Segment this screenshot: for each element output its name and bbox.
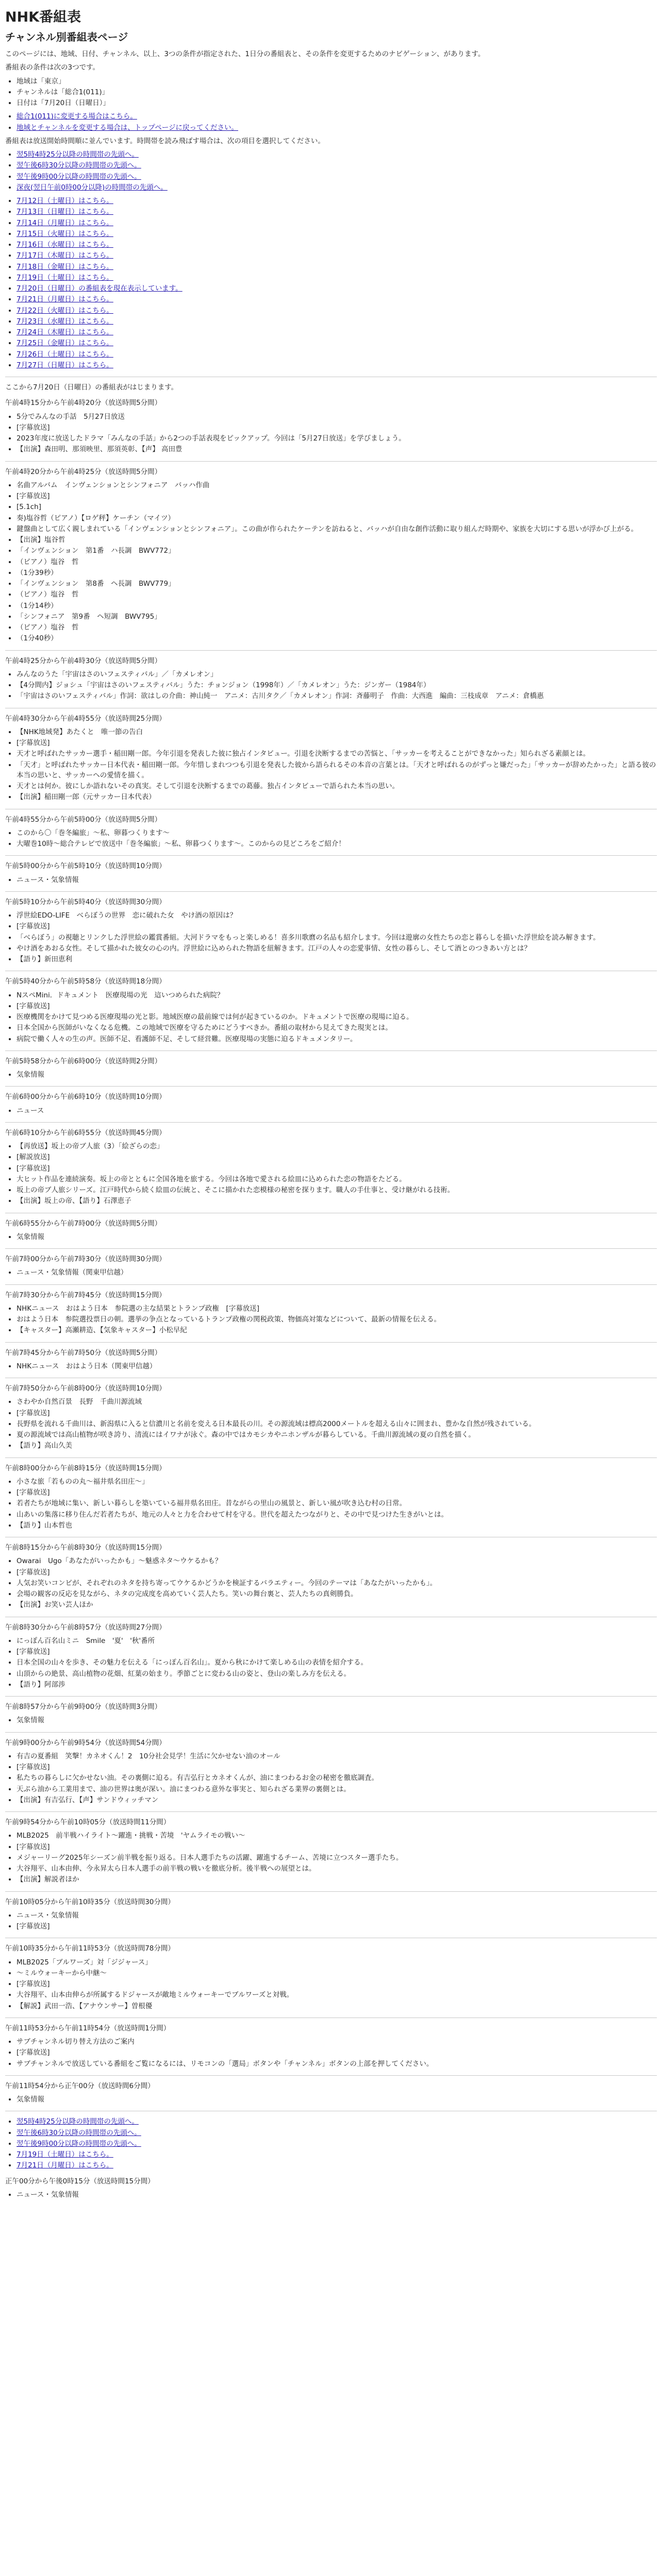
- bottom-nav-item: [16, 2139, 657, 2149]
- program-title: • ニュース: [16, 1106, 657, 1116]
- bottom-nav-link[interactable]: 翌5時4時25分以降の時間帯の先頭へ。: [16, 2117, 139, 2126]
- program-time: 午前6時00分から午前6時10分（放送時間10分間）: [5, 1093, 166, 1101]
- date-link[interactable]: 7月26日（土曜日）はこちら。: [16, 350, 113, 359]
- program-line: • サブチャンネルで放送している番組をご覧になるには、リモコンの「選局」ボタンや「チャンネル」ボタンの上部を押してください。: [16, 2059, 657, 2069]
- divider: [5, 891, 657, 892]
- bottom-nav-item: [16, 2149, 657, 2160]
- program-title: • 5分でみんなの手話 5月27日放送: [16, 412, 657, 422]
- date-link[interactable]: 7月24日（木曜日）はこちら。: [16, 328, 113, 337]
- divider: [5, 1284, 657, 1285]
- program-slot: [5, 1348, 657, 1379]
- program-details: [5, 1106, 657, 1116]
- conditions-intro: 番組表の条件は次の3つです。: [5, 63, 100, 72]
- program-time: 正午00分から午後0時15分（放送時間15分間）: [5, 2177, 155, 2185]
- program-line: • [字幕放送]: [16, 738, 657, 748]
- date-nav-item: [16, 250, 657, 261]
- divider: [5, 1342, 657, 1343]
- page-title: チャンネル別番組表ページ: [5, 31, 128, 44]
- program-details: [5, 1267, 657, 1278]
- date-nav-item: [16, 306, 657, 316]
- program-line: • おはよう日本 参院選投票日の朝。選挙の争点となっているトランプ政権の関税政策、物価高対策などについて、最新の情報を伝える。: [16, 1314, 657, 1325]
- change-link-item: [16, 123, 657, 133]
- program-details: [5, 1910, 657, 1932]
- program-title: • 名曲アルバム インヴェンションとシンフォニア バッハ作曲: [16, 480, 657, 490]
- divider: [5, 1248, 657, 1249]
- program-title: • 気象情報: [16, 1715, 657, 1725]
- program-title: • MLB2025 前半戦ハイライト〜躍進・挑戦・苦境 'ヤムライモの戦い〜: [16, 1831, 657, 1841]
- date-nav-item: [16, 273, 657, 283]
- date-link[interactable]: 7月13日（日曜日）はこちら。: [16, 208, 113, 216]
- date-nav-item: [16, 240, 657, 250]
- program-details: [5, 1715, 657, 1725]
- program-time: 午前8時00分から午前8時15分（放送時間15分間）: [5, 1464, 166, 1472]
- date-link[interactable]: 7月25日（金曜日）はこちら。: [16, 339, 113, 348]
- program-line: • 【出演】お笑い芸人ほか: [16, 1600, 657, 1610]
- program-time: 午前11時53分から午前11時54分（放送時間1分間）: [5, 2024, 171, 2032]
- program-line: • （1分40秒）: [16, 633, 657, 643]
- program-line: • 【出演】稲田剛一郎（元サッカー日本代表）: [16, 792, 657, 802]
- program-details: [5, 727, 657, 803]
- program-time: 午前4時25分から午前4時30分（放送時間5分間）: [5, 656, 162, 665]
- program-line: • 【語り】阿部渉: [16, 1680, 657, 1690]
- program-line: • やけ酒をあおる女性。そして描かれた彼女の心の内。浮世絵に込められた物語を紐解きます。江戸の人々の恋愛事情、女性の暮らし、そして酒とのつきあい方とは？: [16, 943, 657, 954]
- date-nav-intro: 番組表は放送開始時間順に並んでいます。時間帯を読み飛ばす場合は、次の項目を選択してください。: [5, 137, 325, 145]
- program-line: • 2023年度に放送したドラマ「みんなの手話」から2つの手話表現をピックアップ。今回は「5月27日放送」を学びましょう。: [16, 433, 657, 444]
- program-line: • [字幕放送]: [16, 2047, 657, 2058]
- program-details: [5, 1636, 657, 1690]
- program-slot: [5, 1738, 657, 1812]
- listing-start: ここから7月20日（日曜日）の番組表がはじまります。: [5, 383, 178, 392]
- program-line: • 【解説】武田一浩、【アナウンサー】曽根優: [16, 2001, 657, 2011]
- program-line: • [字幕放送]: [16, 1979, 657, 1989]
- program-line: • 【出演】塩谷哲: [16, 535, 657, 545]
- program-details: [5, 1957, 657, 2011]
- program-line: • 「インヴェンション 第8番 ヘ長調 BWV779」: [16, 579, 657, 589]
- program-title: • さわやか自然百景 長野 千曲川源流域: [16, 1397, 657, 1407]
- program-list: [5, 398, 657, 2111]
- date-link[interactable]: 7月19日（土曜日）はこちら。: [16, 273, 113, 282]
- program-slot: [5, 714, 657, 809]
- program-slot: [5, 1383, 657, 1458]
- program-title: • 気象情報: [16, 1070, 657, 1080]
- program-time: 午前4時20分から午前4時25分（放送時間5分間）: [5, 467, 162, 476]
- time-nav-list: [5, 149, 657, 193]
- date-nav-item: [16, 338, 657, 348]
- bottom-nav-link[interactable]: 7月19日（土曜日）はこちら。: [16, 2150, 113, 2159]
- back-to-top-link[interactable]: 地域とチャンネルを変更する場合は、トップページに戻ってください。: [16, 123, 238, 132]
- program-time: 午前4時30分から午前4時55分（放送時間25分間）: [5, 714, 166, 723]
- program-line: • 【出演】有吉弘行、【声】サンドウィッチマン: [16, 1795, 657, 1805]
- program-slot: [5, 976, 657, 1051]
- program-title: • NHKニュース おはよう日本 参院選の主な結果とトランプ政権 [字幕放送]: [16, 1303, 657, 1314]
- program-title: • 気象情報: [16, 1232, 657, 1242]
- divider: [5, 1122, 657, 1123]
- program-details: [5, 1556, 657, 1610]
- program-details: [5, 2190, 657, 2200]
- program-line: • [字幕放送]: [16, 1647, 657, 1657]
- date-link[interactable]: 7月20日（日曜日）の番組表を現在表示しています。: [16, 284, 183, 293]
- program-title: • 小さな旅「若ものの丸〜福井県名田庄〜」: [16, 1477, 657, 1487]
- program-line: • メジャーリーグ2025年シーズン前半戦を振り返る。日本人選手たちの活躍、躍進するチーム、苦境に立つスター選手たち。: [16, 1853, 657, 1863]
- program-line: • [解説放送]: [16, 1152, 657, 1162]
- program-line: • 大谷翔平、山本由伸らが所属するドジャースが敵地ミルウォーキーでブルワーズと対戦。: [16, 1990, 657, 2000]
- program-time: 午前8時30分から午前8時57分（放送時間27分間）: [5, 1623, 166, 1632]
- program-line: • 大曜巻10時〜総合テレビで放送中「巻冬編旅」〜私、卵暮つくります〜。このからの見どころをご紹介！: [16, 839, 657, 849]
- program-line: • [字幕放送]: [16, 1163, 657, 1174]
- date-link[interactable]: 7月15日（火曜日）はこちら。: [16, 229, 113, 238]
- program-time: 午前7時50分から午前8時00分（放送時間10分間）: [5, 1384, 166, 1393]
- bottom-time-nav: [5, 2116, 657, 2171]
- date-nav-item: [16, 262, 657, 272]
- date-nav-list: [5, 196, 657, 370]
- program-line: • 「天才」と呼ばれたサッカー日本代表・稲田剛一郎。今年惜しまれつつも引退を発表した彼から語られるその本音の言葉とは。「天才と呼ばれるのがずっと嫌だった」「サッカーが辞めたかった」と語る彼の本当の思いと、サッカーへの愛情を描く。: [16, 760, 657, 781]
- program-slot: [5, 467, 657, 651]
- program-time: 午前7時00分から午前7時30分（放送時間30分間）: [5, 1255, 166, 1264]
- condition-date: • 日付は「7月20日（日曜日）」: [16, 98, 657, 108]
- program-slot: [5, 861, 657, 892]
- time-nav-item: [16, 149, 657, 160]
- program-details: [5, 1232, 657, 1242]
- program-slot: [5, 1543, 657, 1617]
- program-details: [5, 1477, 657, 1531]
- program-line: • 坂上の帝ブ人旅シリーズ。江戸時代から続く絵皿の伝統と、そこに描かれた恋模様の秘密を探ります。職人の手仕事と、受け継がれる技術。: [16, 1185, 657, 1195]
- program-line: • 【4分間内】ジョシュ「宇宙はさのいフェスティバル」うた：チョンジョン（1998年）／「カメレオン」うた：ジンガー（1984年）: [16, 680, 657, 690]
- divider: [5, 1086, 657, 1087]
- program-slot: [5, 398, 657, 461]
- program-slot: [5, 1622, 657, 1697]
- program-line: • 夏の源流域では高山植物が咲き誇り、清流にはイワナが泳ぐ。森の中ではカモシカやニホンザルが暮らしている。千曲川源流域の夏の自然を描く。: [16, 1430, 657, 1440]
- time-nav-link[interactable]: 翌午後6時30分以降の時間帯の先頭へ。: [16, 161, 141, 170]
- program-time: 午前5時40分から午前5時58分（放送時間18分間）: [5, 977, 166, 986]
- program-line: • [字幕放送]: [16, 1762, 657, 1772]
- program-title: • 【再放送】坂上の帝ブ人旅（3）「絵ざらの恋」: [16, 1141, 657, 1151]
- divider: [5, 855, 657, 856]
- program-line: • 大ヒット作品を連続演奏。坂上の帝とともに全国各地を旅する。今回は各地で愛される絵皿に込められた恋の物語をたどる。: [16, 1174, 657, 1184]
- divider: [5, 1050, 657, 1051]
- program-title: • このから〇「巻冬編旅」〜私、卵暮つくります〜: [16, 828, 657, 838]
- date-nav-item: [16, 283, 657, 294]
- program-title: • MLB2025「ブルワーズ」対「ジジャース」: [16, 1957, 657, 1968]
- program-line: • 病院で働く人々の生の声。医師不足、看護師不足、そして経営難。医療現場の実態に迫るドキュメンタリー。: [16, 1034, 657, 1044]
- program-time: 午前5時00分から午前5時10分（放送時間10分間）: [5, 862, 166, 871]
- program-details: [5, 669, 657, 702]
- program-line: • 「宇宙はさのいフェスティバル」作詞：欲はしの介曲：神山純一 アニメ：古川タク／「カメレオン」作詞：斉藤明子 作曲：大西進 編曲：三枝成章 アニメ：倉橋惠: [16, 691, 657, 701]
- date-link[interactable]: 7月27日（日曜日）はこちら。: [16, 361, 113, 369]
- program-title: • 浮世絵EDO-LIFE べらぼうの世界 恋に破れた女 やけ酒の原因は？: [16, 910, 657, 921]
- date-nav-item: [16, 294, 657, 304]
- program-time: 午前6時55分から午前7時00分（放送時間5分間）: [5, 1219, 162, 1228]
- program-line: • 天ぷら油から工業用まで、油の世界は奥が深い。油にまつわる意外な事実と、知られざる業界の裏側とは。: [16, 1784, 657, 1794]
- program-slot: [5, 1897, 657, 1939]
- divider: [5, 2075, 657, 2076]
- program-time: 午前8時15分から午前8時30分（放送時間15分間）: [5, 1544, 166, 1552]
- divider: [5, 1811, 657, 1812]
- divider: [5, 461, 657, 462]
- program-details: [5, 412, 657, 455]
- program-line: • （ピアノ）塩谷 哲: [16, 622, 657, 633]
- date-nav-item: [16, 196, 657, 206]
- date-nav-item: [16, 207, 657, 217]
- program-slot: [5, 1218, 657, 1249]
- program-details: [5, 1303, 657, 1336]
- date-nav-item: [16, 349, 657, 360]
- program-line: • 日本全国の山々を歩き、その魅力を伝える「にっぽん百名山」。夏から秋にかけて楽しめる山の表情を紹介する。: [16, 1657, 657, 1668]
- program-slot: [5, 2023, 657, 2076]
- program-details: [5, 1070, 657, 1080]
- program-slot: [5, 897, 657, 972]
- program-line: • 長野県を流れる千曲川は、新潟県に入ると信濃川と名前を変える日本最長の川。その源流域は標高2000メートルを超える山々に囲まれ、豊かな自然が残されている。: [16, 1419, 657, 1429]
- program-line: • 【語り】山本哲也: [16, 1520, 657, 1531]
- program-details: [5, 2037, 657, 2069]
- program-slot: [5, 656, 657, 708]
- program-title: • Owarai Ugo「あなたがいったかも」〜魅惑ネタ〜ウケるかも？: [16, 1556, 657, 1566]
- program-slot: [5, 815, 657, 856]
- program-time: 午前10時05分から午前10時35分（放送時間30分間）: [5, 1897, 175, 1906]
- program-details: [5, 1361, 657, 1371]
- program-line: • [字幕放送]: [16, 1842, 657, 1852]
- program-title: • 【NHK地域発】あたくと 唯一節の告白: [16, 727, 657, 737]
- change-links: [5, 111, 657, 133]
- program-line: • 会場の観客の反応を見ながら、ネタの完成度を高めていく芸人たち。笑いの舞台裏と、芸人たちの真剣勝負。: [16, 1589, 657, 1599]
- program-details: [5, 2094, 657, 2105]
- time-nav-item: [16, 172, 657, 182]
- divider: [5, 1732, 657, 1733]
- program-line: • （1分39秒）: [16, 568, 657, 578]
- program-time: 午前7時30分から午前7時45分（放送時間15分間）: [5, 1291, 166, 1299]
- date-link[interactable]: 7月22日（火曜日）はこちら。: [16, 306, 113, 315]
- bottom-nav-link[interactable]: 翌午後6時30分以降の時間帯の先頭へ。: [16, 2128, 141, 2137]
- intro-text: このページには、地域、日付、チャンネル、以上、3つの条件が指定された、1日分の番組表と、その条件を変更するためのナビゲーション、があります。: [5, 50, 485, 59]
- program-line: • 若者たちが地域に集い、新しい暮らしを築いている福井県名田庄。昔ながらの里山の風景と、新しい風が吹き込む村の日常。: [16, 1498, 657, 1509]
- bottom-nav-item: [16, 2128, 657, 2138]
- program-line: • 【キャスター】高瀬耕造、【気象キャスター】小松早紀: [16, 1325, 657, 1335]
- program-title: • ニュース・気象情報: [16, 875, 657, 885]
- program-slot: [5, 1463, 657, 1538]
- program-details: [5, 480, 657, 644]
- site-title: NHK番組表: [5, 9, 81, 25]
- program-line: • [字幕放送]: [16, 422, 657, 433]
- program-title: • にっぽん百名山ミニ Smile '夏' '秋'番所: [16, 1636, 657, 1646]
- program-slot: [5, 1290, 657, 1343]
- program-title: • ニュース・気象情報（関東甲信越）: [16, 1267, 657, 1278]
- program-line: • 鍵盤曲として広く親しまれている「インヴェンションとシンフォニア」。この曲が作られたケーテンを訪ねると、バッハが自由な創作活動に取り組んだ時期や、家族を大切にする思いが浮かび上がる。: [16, 524, 657, 534]
- program-time: 午前6時10分から午前6時55分（放送時間45分間）: [5, 1128, 166, 1137]
- program-slot: [5, 2081, 657, 2112]
- program-title: • サブチャンネル切り替え方法のご案内: [16, 2037, 657, 2047]
- divider: [5, 650, 657, 651]
- program-time: 午前5時10分から午前5時40分（放送時間30分間）: [5, 897, 166, 906]
- date-nav-item: [16, 316, 657, 327]
- program-line: • 大谷翔平、山本由伸、今永昇太ら日本人選手の前半戦の戦いを徹底分析。後半戦への展望とは。: [16, 1863, 657, 1874]
- bottom-nav-link[interactable]: 7月21日（月曜日）はこちら。: [16, 2161, 113, 2170]
- time-nav-link[interactable]: 深夜(翌日午前0時00分以降)の時間帯の先頭へ。: [16, 183, 168, 192]
- program-line: • （1分14秒）: [16, 601, 657, 611]
- program-details: [5, 910, 657, 964]
- program-line: • [字幕放送]: [16, 1487, 657, 1498]
- program-line: • 奏)塩谷哲（ピアノ）【ロゲ秤】ケーチン（マイツ）: [16, 513, 657, 523]
- date-link[interactable]: 7月21日（月曜日）はこちら。: [16, 295, 113, 304]
- change-link-item: [16, 111, 657, 122]
- program-line: • 〜ミルウォーキーから中継〜: [16, 1968, 657, 1978]
- program-line: • 天才と呼ばれたサッカー選手・稲田剛一郎。今年引退を発表した彼に独占インタビュー。引退を決断するまでの苦悩と、「サッカーを考えることができなかった」知られざる素顔とは。: [16, 749, 657, 759]
- program-line: • 私たちの暮らしに欠かせない油。その裏側に迫る。有吉弘行とカネオくんが、油にまつわるお金の秘密を徹底調査。: [16, 1773, 657, 1783]
- condition-region: • 地域は「東京」: [16, 76, 657, 87]
- program-title: • みんなのうた「宇宙はさのいフェスティバル」／「カメレオン」: [16, 669, 657, 680]
- program-time: 午前7時45分から午前7時50分（放送時間5分間）: [5, 1348, 162, 1357]
- program-slot: [5, 1092, 657, 1123]
- program-details: [5, 1397, 657, 1451]
- program-title: • NHKニュース おはよう日本（関東甲信越）: [16, 1361, 657, 1371]
- program-line: • 医療機関をかけて見つめる医療現場の光と影。地域医療の最前線では何が起きているのか。ドキュメントで医療の現場に迫る。: [16, 1012, 657, 1022]
- program-line: • 「シンフォニア 第9番 ヘ短調 BWV795」: [16, 612, 657, 622]
- date-nav-item: [16, 327, 657, 337]
- time-nav-link[interactable]: 翌5時4時25分以降の時間帯の先頭へ。: [16, 150, 139, 159]
- program-time: 午前11時54分から正午00分（放送時間6分間）: [5, 2081, 155, 2090]
- program-line: • 【語り】高山久美: [16, 1440, 657, 1451]
- program-time: 午前8時57分から午前9時00分（放送時間3分間）: [5, 1703, 162, 1711]
- program-time: 午前9時00分から午前9時54分（放送時間54分間）: [5, 1738, 166, 1747]
- program-title: • 気象情報: [16, 2094, 657, 2105]
- divider: [5, 1891, 657, 1892]
- program-line: • 人気お笑いコンビが、それぞれのネタを持ち寄ってウケるかどうかを検証するバラエティー。今回のテーマは「あなたがいったかも」。: [16, 1578, 657, 1588]
- program-title: • 有吉の夏番組 笑撃！カネオくん！2 10分社会見学！生活に欠かせない油のオール: [16, 1751, 657, 1761]
- bottom-nav-link[interactable]: 翌午後9時00分以降の時間帯の先頭へ。: [16, 2139, 141, 2148]
- program-line: • [字幕放送]: [16, 491, 657, 501]
- program-line: • 「べらぼう」の視聴とリンクした浮世絵の鑑賞番組。大河ドラマをもっと楽しめる！喜多川歌麿の名品も紹介します。今回は遊廓の女性たちの恋と暮らしを描いた浮世絵を読み解きます。: [16, 933, 657, 943]
- conditions-list: [5, 76, 657, 109]
- date-link[interactable]: 7月17日（木曜日）はこちら。: [16, 251, 113, 260]
- program-line: • 山あいの集落に移り住んだ若者たちが、地元の人々と力を合わせて村を守る。世代を超えたつながりと、その中で見つけた生きがいとは。: [16, 1510, 657, 1520]
- program-slot: [5, 1702, 657, 1733]
- program-line: • ニュース・気象情報: [16, 2190, 657, 2200]
- program-time: 午前9時54分から午前10時05分（放送時間11分間）: [5, 1818, 171, 1827]
- program-title: • ニュース・気象情報: [16, 1910, 657, 1921]
- program-line: • 【語り】新田恵利: [16, 954, 657, 964]
- program-details: [5, 875, 657, 885]
- date-link[interactable]: 7月18日（金曜日）はこちら。: [16, 262, 113, 271]
- time-nav-item: [16, 160, 657, 171]
- date-link[interactable]: 7月14日（月曜日）はこちら。: [16, 218, 113, 227]
- condition-channel: • チャンネルは「総合1(011)」: [16, 87, 657, 97]
- program-time: 午前10時35分から午前11時53分（放送時間78分間）: [5, 1944, 175, 1953]
- divider: [5, 1696, 657, 1697]
- program-slot: [5, 1056, 657, 1087]
- program-slot: [5, 1943, 657, 2018]
- program-time: 午前4時15分から午前4時20分（放送時間5分間）: [5, 399, 162, 408]
- program-line: • 日本全国から医師がいなくなる危機。この地域で医療を守るためにどうすべきか。番組の取材から見えてきた現実とは。: [16, 1023, 657, 1033]
- program-slot: [5, 1254, 657, 1285]
- program-line: • （ピアノ）塩谷 哲: [16, 589, 657, 600]
- program-line: • [字幕放送]: [16, 1408, 657, 1418]
- program-details: [5, 828, 657, 850]
- time-nav-link[interactable]: 翌午後9時00分以降の時間帯の先頭へ。: [16, 172, 141, 181]
- date-nav-item: [16, 360, 657, 370]
- date-link[interactable]: 7月23日（水曜日）はこちら。: [16, 317, 113, 326]
- program-line: • [字幕放送]: [16, 921, 657, 931]
- program-details: [5, 1751, 657, 1805]
- time-nav-item: [16, 182, 657, 193]
- program-time: 午前5時58分から午前6時00分（放送時間2分間）: [5, 1057, 162, 1065]
- program-line: • 天才とは何か。彼にしか語れないその真実。そして引退を決断するまでの葛藤。独占インタビューで語られた本当の思い。: [16, 781, 657, 791]
- program-line: • 「インヴェンション 第1番 ハ長調 BWV772」: [16, 546, 657, 556]
- program-line: • [字幕放送]: [16, 1921, 657, 1931]
- program-line: • 【出演】解説者ほか: [16, 1874, 657, 1885]
- program-line: • [字幕放送]: [16, 1567, 657, 1578]
- program-line: • 【出演】森田明、那須映里、那須英彰、【声】 高田豊: [16, 444, 657, 454]
- date-nav-item: [16, 229, 657, 239]
- change-channel-link[interactable]: 総合1(011)に変更する場合はこちら。: [16, 112, 137, 121]
- bottom-nav-item: [16, 2160, 657, 2171]
- program-slot: [5, 1817, 657, 1892]
- date-nav-item: [16, 218, 657, 228]
- program-title: • NスペMini．ドキュメント 医療現場の光 這いつめられた病院？: [16, 990, 657, 1001]
- program-time: 午前4時55分から午前5時00分（放送時間5分間）: [5, 815, 162, 824]
- program-details: [5, 1141, 657, 1207]
- program-line: • 山頂からの絶景、高山植物の花畑、紅葉の始まり。季節ごとに変わる山の姿と、登山の楽しみ方を伝える。: [16, 1669, 657, 1679]
- date-link[interactable]: 7月12日（土曜日）はこちら。: [16, 197, 113, 206]
- date-link[interactable]: 7月16日（水曜日）はこちら。: [16, 241, 113, 249]
- program-details: [5, 1831, 657, 1885]
- program-line: • （ピアノ）塩谷 哲: [16, 557, 657, 567]
- program-details: [5, 990, 657, 1044]
- program-line: • 【出演】坂上の帝、【語り】石澤恵子: [16, 1196, 657, 1206]
- program-line: • [字幕放送]: [16, 1001, 657, 1011]
- program-line: • [5.1ch]: [16, 502, 657, 512]
- bottom-nav-item: [16, 2116, 657, 2127]
- program-slot: [5, 1128, 657, 1213]
